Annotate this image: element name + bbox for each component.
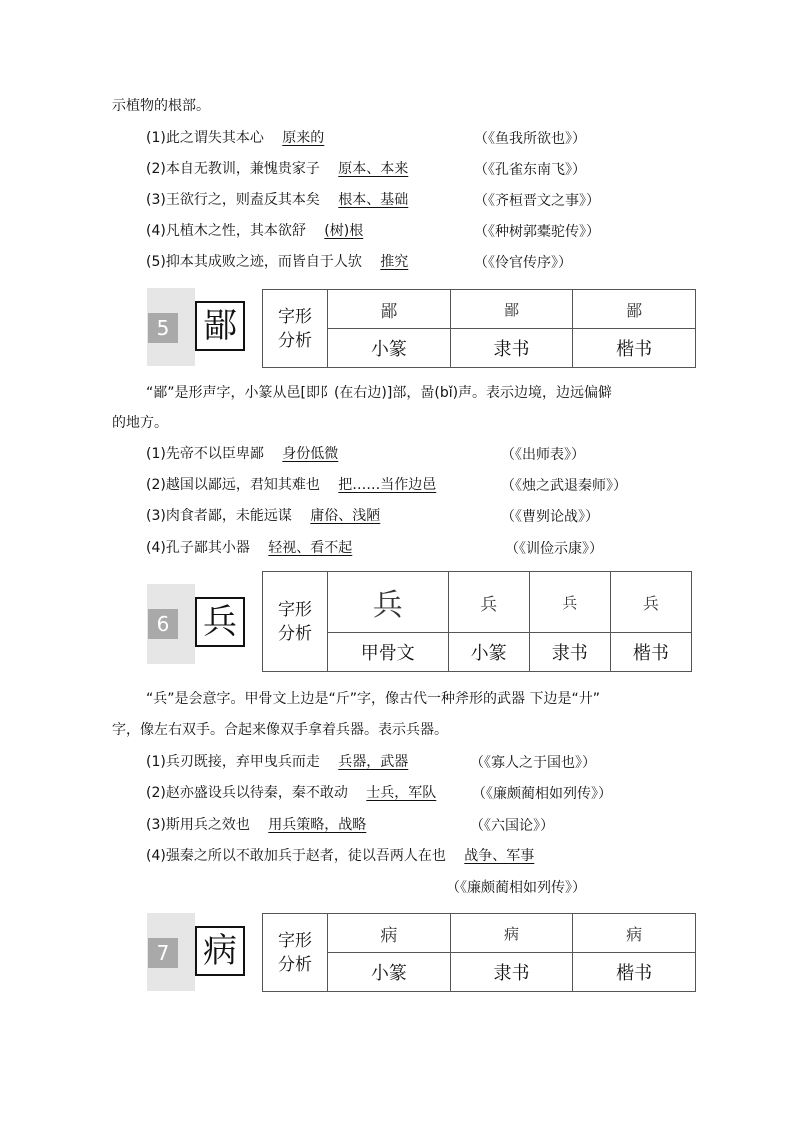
ben-item-1-source: （《鱼我所欲也》） [474, 131, 586, 147]
glyph-regular: 病 [573, 914, 696, 953]
bing-item-1-text: (1)兵刃既接，弃甲曳兵而走 [146, 754, 320, 770]
glyph-label-line1: 字形 [278, 306, 312, 327]
ben-item-5 [146, 252, 408, 272]
ben-item-4 [146, 221, 363, 241]
glyph-regular: 兵 [610, 572, 691, 633]
ben-item-2-text: (2)本自无教训，兼愧贵家子 [146, 161, 320, 177]
script-seal: 小篆 [448, 633, 529, 672]
glyph-label [263, 572, 328, 672]
glyph-table-bingsick [262, 913, 696, 992]
script-oracle: 甲骨文 [328, 633, 449, 672]
bi-item-3-text: (3)肉食者鄙，未能远谋 [146, 508, 292, 524]
bing-item-1 [146, 752, 408, 772]
script-seal: 小篆 [328, 329, 451, 368]
script-clerical: 隶书 [450, 329, 573, 368]
ben-item-3-text: (3)王欲行之，则盍反其本矣 [146, 192, 320, 208]
glyph-table-bing [262, 571, 692, 672]
bi-item-4-source: （《训俭示康》） [505, 541, 603, 557]
ben-item-4-meaning: (树)根 [324, 223, 364, 239]
headword-char: 病 [195, 926, 245, 976]
script-seal: 小篆 [328, 953, 451, 992]
bi-item-3-source: （《曹刿论战》） [501, 509, 599, 525]
ben-item-3-meaning: 根本、基础 [338, 192, 409, 208]
glyph-clerical: 病 [450, 914, 573, 953]
headword-char: 鄙 [195, 301, 245, 351]
glyph-clerical: 鄙 [450, 290, 573, 329]
bi-item-4-meaning: 轻视、看不起 [268, 540, 353, 556]
bing-item-4 [146, 846, 534, 866]
ben-item-4-source: （《种树郭橐驼传》） [474, 224, 600, 240]
bing-item-3-text: (3)斯用兵之效也 [146, 817, 250, 833]
bing-item-3-meaning: 用兵策略，战略 [268, 817, 367, 833]
ben-item-5-source: （《伶官传序》） [474, 255, 572, 271]
glyph-seal: 鄙 [328, 290, 451, 329]
glyph-label-line2: 分析 [278, 330, 312, 351]
bi-item-2-meaning: 把……当作边邑 [338, 477, 437, 493]
ben-item-2-source: （《孔雀东南飞》） [474, 162, 586, 178]
bing-item-4-meaning: 战争、军事 [464, 848, 535, 864]
intro-line: 示植物的根部。 [112, 98, 210, 114]
glyph-regular: 鄙 [573, 290, 696, 329]
ben-item-5-meaning: 推究 [380, 254, 409, 270]
ben-item-4-text: (4)凡植木之性，其本欲舒 [146, 223, 306, 239]
bing-item-3-source: （《六国论》） [470, 818, 554, 834]
glyph-seal: 病 [328, 914, 451, 953]
bi-item-3-meaning: 庸俗、浅陋 [310, 508, 381, 524]
glyph-oracle: 兵 [328, 572, 449, 633]
glyph-clerical: 兵 [529, 572, 610, 633]
bi-item-1 [146, 444, 338, 464]
script-clerical: 隶书 [529, 633, 610, 672]
glyph-label-line1: 字形 [278, 599, 312, 620]
bing-item-4-text: (4)强秦之所以不敢加兵于赵者，徒以吾两人在也 [146, 848, 446, 864]
glyph-table-bi [262, 289, 696, 368]
section-number: 6 [148, 609, 178, 639]
section-number: 5 [148, 313, 178, 343]
bi-item-4-text: (4)孔子鄙其小器 [146, 540, 250, 556]
script-regular: 楷书 [610, 633, 691, 672]
bing-item-2-text: (2)赵亦盛设兵以待秦，秦不敢动 [146, 785, 348, 801]
bing-item-2 [146, 783, 436, 803]
ben-item-5-text: (5)抑本其成败之迹，而皆自于人欤 [146, 254, 362, 270]
glyph-label [263, 290, 328, 368]
bing-item-1-meaning: 兵器，武器 [338, 754, 409, 770]
bing-description-1: “兵”是会意字。甲骨文上边是“斤”字，像古代一种斧形的武器 下边是“廾” [146, 691, 600, 707]
bi-item-1-text: (1)先帝不以臣卑鄙 [146, 446, 264, 462]
ben-item-1 [146, 128, 324, 148]
ben-item-1-text: (1)此之谓失其本心 [146, 130, 264, 146]
ben-item-2-meaning: 原本、本来 [338, 161, 409, 177]
glyph-label [263, 914, 328, 992]
script-clerical: 隶书 [450, 953, 573, 992]
ben-item-2 [146, 159, 408, 179]
headword-char: 兵 [195, 597, 245, 647]
bing-item-4-source: （《廉颇蔺相如列传》） [446, 880, 586, 896]
script-regular: 楷书 [573, 329, 696, 368]
glyph-label-line2: 分析 [278, 954, 312, 975]
bi-item-1-meaning: 身份低微 [282, 446, 339, 462]
bi-description-1: “鄙”是形声字，小篆从邑[即阝(在右边)]部，啚(bǐ)声。表示边境，边远偏僻 [146, 385, 613, 401]
bing-item-2-source: （《廉颇蔺相如列传》） [472, 786, 612, 802]
bi-item-2 [146, 475, 436, 495]
glyph-label-line2: 分析 [278, 623, 312, 644]
ben-item-3-source: （《齐桓晋文之事》） [474, 193, 600, 209]
ben-item-3 [146, 190, 408, 210]
bing-item-3 [146, 815, 366, 835]
bi-item-2-text: (2)越国以鄙远，君知其难也 [146, 477, 320, 493]
bing-item-1-source: （《寡人之于国也》） [470, 755, 596, 771]
script-regular: 楷书 [573, 953, 696, 992]
glyph-seal: 兵 [448, 572, 529, 633]
bi-description-2: 的地方。 [112, 415, 168, 431]
bi-item-2-source: （《烛之武退秦师》） [501, 478, 627, 494]
bi-item-4 [146, 538, 352, 558]
bi-item-1-source: （《出师表》） [501, 447, 585, 463]
glyph-label-line1: 字形 [278, 930, 312, 951]
bing-item-2-meaning: 士兵，军队 [366, 785, 437, 801]
ben-item-1-meaning: 原来的 [282, 130, 325, 146]
bi-item-3 [146, 506, 380, 526]
section-number: 7 [148, 938, 178, 968]
bing-description-2: 字，像左右双手。合起来像双手拿着兵器。表示兵器。 [112, 722, 448, 738]
